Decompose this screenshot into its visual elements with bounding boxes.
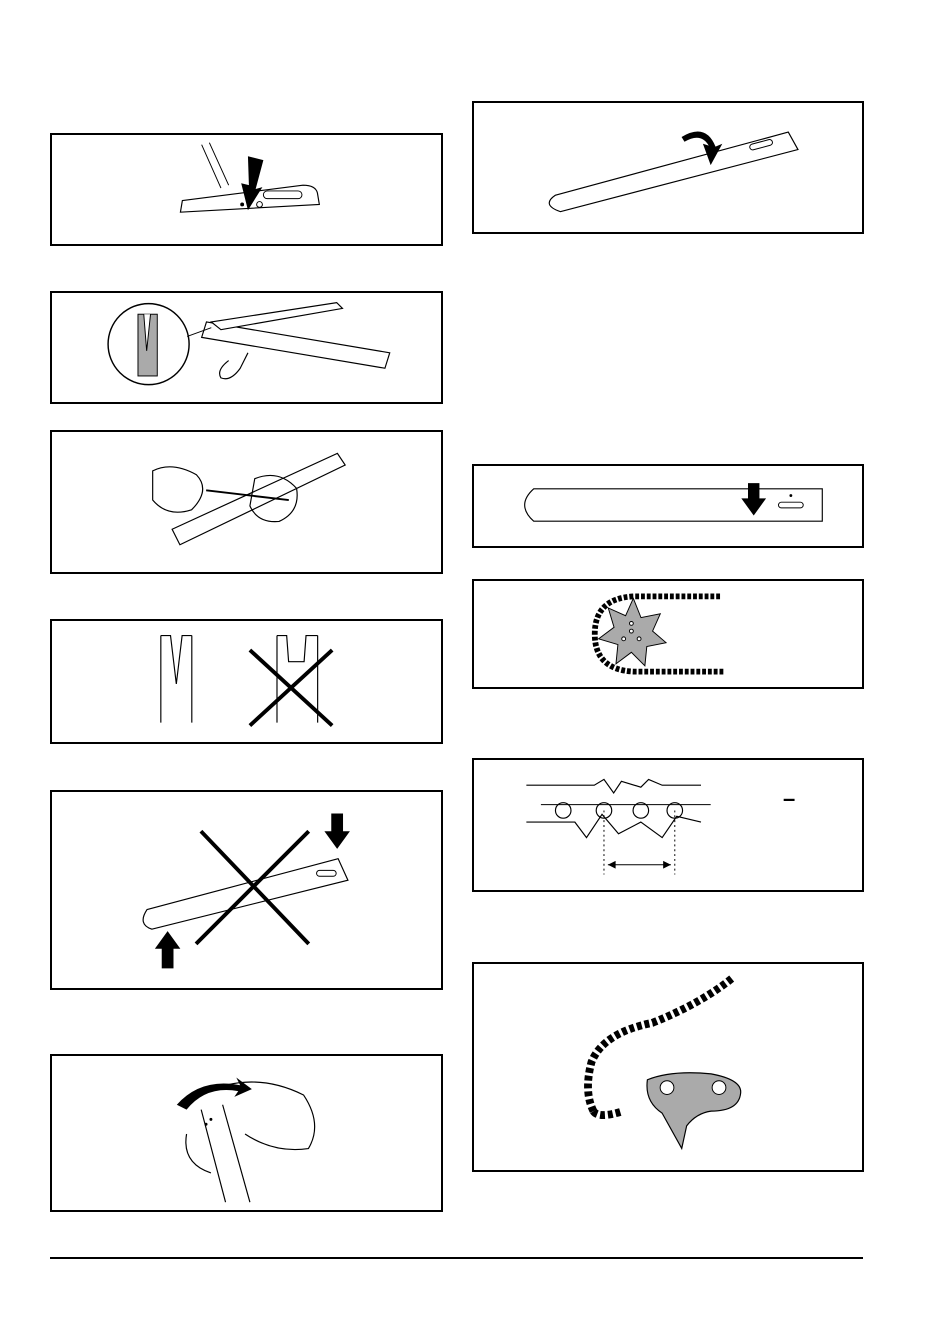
figure-chain-pitch: [472, 758, 864, 892]
long-bar-arrow-icon: [474, 466, 862, 546]
rail-profile-icon: [52, 621, 441, 742]
chain-pitch-icon: [474, 760, 862, 890]
chain-drive-link-icon: [474, 964, 862, 1170]
figure-bar-oil-hole: [50, 133, 443, 246]
figure-bar-long-arrow: [472, 464, 864, 548]
file-on-bar-icon: [52, 293, 441, 402]
figure-chain-drive-link: [472, 962, 864, 1172]
figure-sprocket-chain: [472, 579, 864, 689]
bar-curved-arrow-icon: [474, 103, 862, 232]
guide-bar-down-arrow-icon: [52, 135, 441, 244]
figure-bar-turn-over: [472, 101, 864, 234]
hands-filing-icon: [52, 432, 441, 572]
figure-bar-rail-filing-hands: [50, 430, 443, 574]
hand-turn-arrow-icon: [52, 1056, 441, 1210]
figure-bar-groove-file: [50, 291, 443, 404]
figure-bar-rail-profile: [50, 619, 443, 744]
pitch-label: –: [783, 786, 796, 811]
footer-rule: [50, 1257, 863, 1259]
bar-crossed-out-icon: [52, 792, 441, 988]
figure-bar-bent-wrong: [50, 790, 443, 990]
figure-bar-inspect-hands: [50, 1054, 443, 1212]
sprocket-chain-icon: [474, 581, 862, 687]
